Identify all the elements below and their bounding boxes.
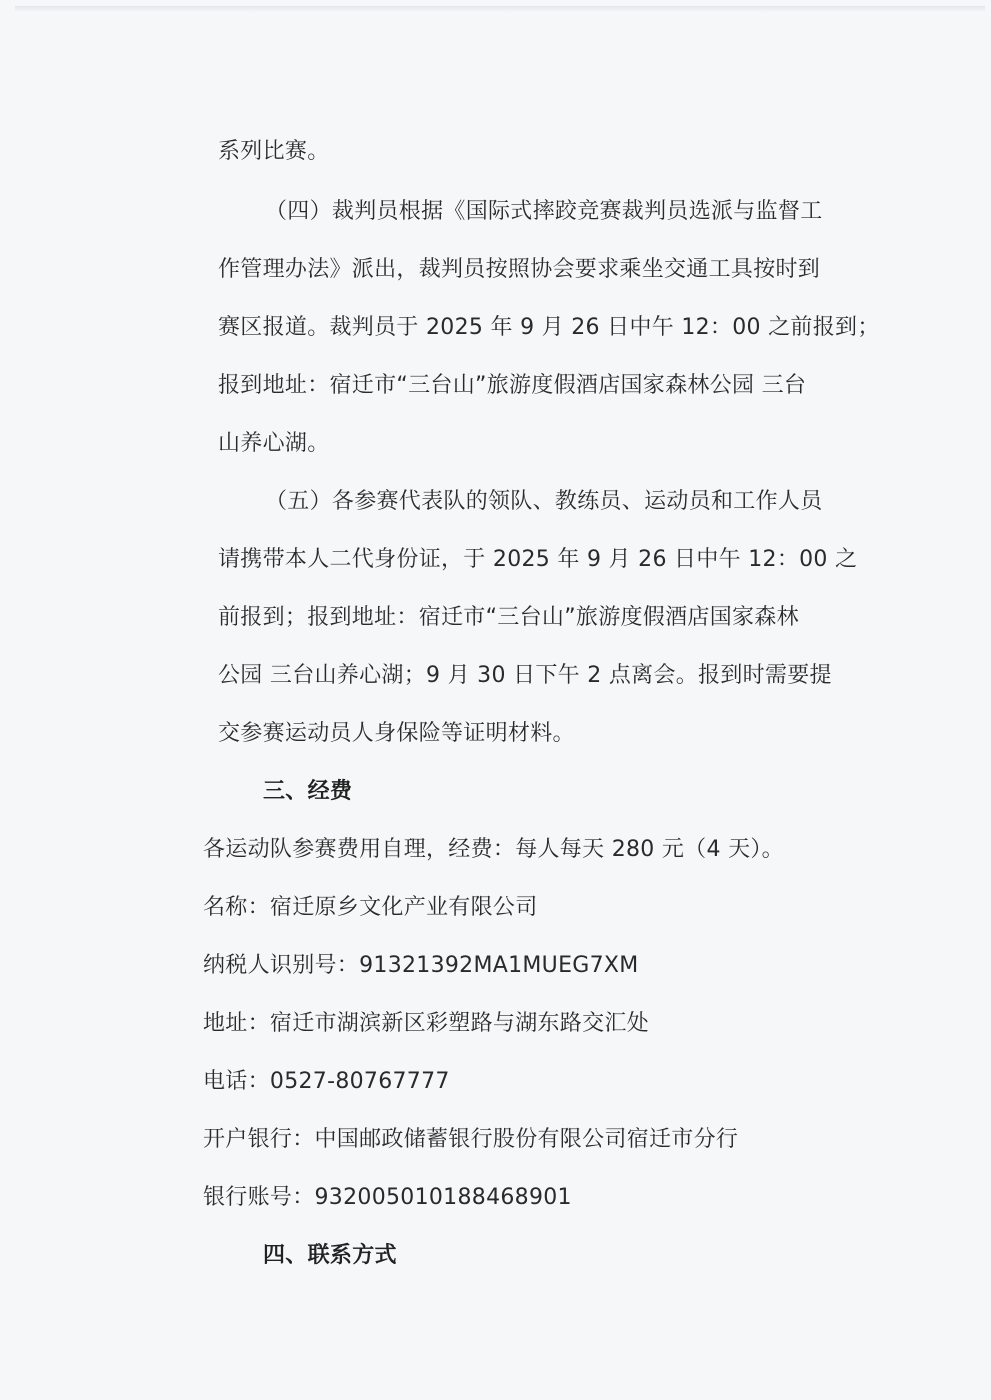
paragraph-5-line-1: （五）各参赛代表队的领队、教练员、运动员和工作人员 [265,489,823,514]
company-name: 名称：宿迁原乡文化产业有限公司 [203,895,538,920]
paragraph-5-line-3: 前报到；报到地址：宿迁市“三台山”旅游度假酒店国家森林 [218,605,799,630]
tax-id: 纳税人识别号：91321392MA1MUEG7XM [203,953,639,978]
paragraph-4-line-2: 作管理办法》派出，裁判员按照协会要求乘坐交通工具按时到 [218,257,821,282]
section-3-heading: 三、经费 [263,779,353,804]
paragraph-continuation-line: 系列比赛。 [218,139,330,164]
company-phone: 电话：0527-80767777 [203,1069,450,1094]
paragraph-5-line-2: 请携带本人二代身份证，于 2025 年 9 月 26 日中午 12：00 之 [218,547,858,572]
fee-text: 各运动队参赛费用自理，经费：每人每天 280 元（4 天）。 [203,837,784,862]
bank-account: 银行账号：932005010188468901 [203,1185,572,1210]
paragraph-4-line-4: 报到地址：宿迁市“三台山”旅游度假酒店国家森林公园 三台 [218,373,807,398]
paragraph-5-line-5: 交参赛运动员人身保险等证明材料。 [218,721,575,746]
paragraph-4-line-5: 山养心湖。 [218,431,330,456]
company-address: 地址：宿迁市湖滨新区彩塑路与湖东路交汇处 [203,1011,650,1036]
paragraph-4-line-1: （四）裁判员根据《国际式摔跤竞赛裁判员选派与监督工 [265,199,823,224]
section-4-heading: 四、联系方式 [263,1243,397,1268]
bank-name: 开户银行：中国邮政储蓄银行股份有限公司宿迁市分行 [203,1127,739,1152]
paragraph-4-line-3: 赛区报道。裁判员于 2025 年 9 月 26 日中午 12：00 之前报到； [218,315,880,340]
paragraph-5-line-4: 公园 三台山养心湖；9 月 30 日下午 2 点离会。报到时需要提 [218,663,832,688]
